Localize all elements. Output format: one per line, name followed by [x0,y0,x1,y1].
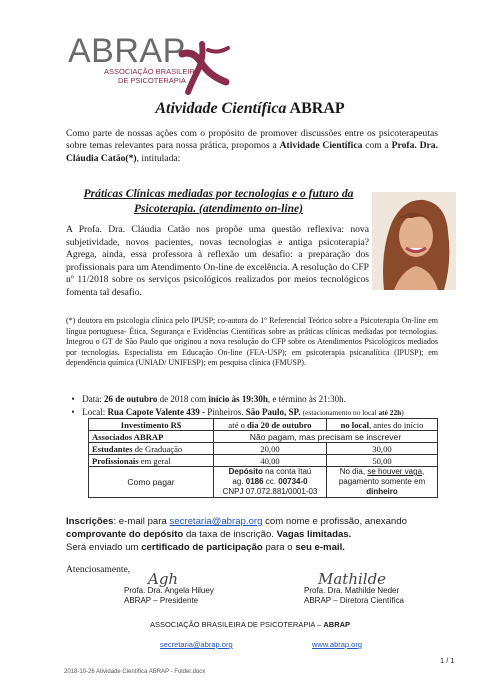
table-row [89,467,438,498]
deposit-line-1 [217,467,323,477]
logo-subtitle-line-1: ASSOCIAÇÃO BRASILEIRA [104,67,200,76]
closing: Atenciosamente, [66,564,131,575]
registration-text-1: : e-mail para [113,516,167,527]
registration-info [66,515,438,554]
registration-text-2: com nome e profissão, anexando [265,516,407,527]
heading-plain: ABRAP [289,100,345,117]
intro-text-e: , intitulada: [136,152,181,164]
pricing-table [88,418,438,498]
signature-2 [304,586,404,605]
table-row [89,455,438,467]
footer-org-a: ASSOCIAÇÃO BRASILEIRA DE PSICOTERAPIA – [149,620,322,629]
signature-2-name: Profa. Dra. Mathilde Neder [304,586,400,595]
registration-line-2 [66,528,438,541]
speaker-portrait-image [372,192,456,290]
date-start: início às 19:30h [208,394,268,404]
speaker-footnote: (*) doutora em psicologia clínica pelo IPUSP; co-autora do 1º Referencial Teórico sobre a Psicoterapia On-line em língua portuguesa- Ética, Segurança e Evidências Científicas sobre as práticas clínicas mediadas por tecnologias. Integrou o GT de São Paulo que originou a nova resolução do CFP sobre os Atendimentos Psicológicos mediados por tecnologias. Especialista em Educação On-line (FEA-USP); em psicoterapia psicanalítica (IPUSP); em dependência química (UNIAD/ UNIFESP); em pesquisa clínica (FMUSP). [66,316,438,367]
intro-text-d: Profa. Dra. Cláudia Catão(*) [66,140,438,164]
deposit-line-2 [217,477,323,487]
file-name: 2018-10-26 Atividade Científica ABRAP - Folder.docx [64,669,206,675]
row-profissionais-price-local: 50,00 [327,455,438,467]
page-number: 1 / 1 [440,656,455,665]
row-profissionais-price-early: 40,00 [214,455,327,467]
email-link[interactable]: secretaria@abrap.org [169,516,263,527]
deposit-ag: 0186 [245,477,264,486]
date-end: , e término às 21:30h. [267,394,346,404]
registration-text-5: para o [265,542,293,553]
registration-line-3 [66,541,438,554]
location-label: Local: [82,407,106,417]
onsite-d: dinheiro [366,487,398,496]
heading-italic: Atividade Científica [155,100,287,117]
payment-deposit [214,467,327,498]
footer-email-link[interactable]: secretaria@abrap.org [160,640,233,649]
registration-text-3: da taxa de inscrição. [185,529,274,540]
date-label: Data: [82,394,102,404]
intro-text-b: Atividade Científica [279,140,363,152]
row-estudantes-b: de Graduação [132,443,183,454]
header-local [327,419,438,431]
parking-note-a: (estacionamento no local [302,408,377,417]
bullet-icon: • [71,394,75,404]
signature-1 [124,586,214,605]
date-mid: de 2018 com [159,394,207,404]
header-ate-b: dia 20 de outubro [247,419,312,430]
deposit-label: Depósito [228,467,263,476]
onsite-b: se houver vaga [367,467,423,476]
footer-org [0,620,500,629]
intro-text-c: com a [365,140,389,152]
parking-note-c: ) [401,408,404,417]
intro-paragraph [66,128,438,165]
table-row [89,419,438,431]
header-local-b: , antes do início [369,419,424,430]
location-bairro: Pinheiros. [207,407,244,417]
location-city: São Paulo, SP. [245,407,301,417]
row-profissionais [89,455,214,467]
row-associados-value: Não pagam, mas precisam se inscrever [214,431,438,443]
registration-label: Inscrições [66,516,114,527]
signature-2-image: Mathilde [318,570,387,588]
signature-2-role: ABRAP – Diretora Científica [304,595,404,605]
signature-1-role: ABRAP – Presidente [124,595,199,605]
header-ate-a: até o [228,419,245,430]
deposit-ag-label: ag. [232,477,244,486]
signature-1-name: Profa. Dra. Angela Hiluey [124,586,214,595]
registration-comprovante: comprovante do depósito [66,529,184,540]
header-investimento: Investimento R$ [89,419,214,431]
page-heading [0,100,500,118]
header-local-a: no local [340,419,369,430]
row-estudantes [89,443,214,455]
event-details [66,393,446,419]
row-estudantes-a: Estudantes [92,443,133,454]
row-como-pagar: Como pagar [89,467,214,498]
table-row [89,431,438,443]
onsite-a: No dia, [339,467,368,476]
deposit-cc-label: cc. [265,477,277,486]
signature-1-image: Agh [148,570,179,588]
date-line [66,393,446,406]
logo-subtitle-line-2: DE PSICOTERAPIA [117,75,186,85]
row-profissionais-b: em geral [138,455,171,466]
location-address: Rua Capote Valente 439 - [107,407,206,417]
parking-note-b: até 22h [378,408,402,417]
logo-subtitle [104,68,200,85]
header-ate [214,419,327,431]
parking-note [303,408,404,417]
logo-text: ABRAP [68,32,186,70]
registration-line-1 [66,515,438,528]
speaker-photo [372,192,456,290]
row-estudantes-price-early: 20,00 [214,443,327,455]
footer-site-link[interactable]: www.abrap.org [312,640,363,649]
table-row [89,443,438,455]
talk-title: Práticas Clínicas mediadas por tecnologias e o futuro da Psicoterapia. (atendimento on-line) [83,187,354,215]
body-paragraph: A Profa. Dra. Cláudia Catão nos propõe uma questão reflexiva: nova subjetividade, novos pacientes, novas tecnologias e antiga psicoterapia? Agrega, ainda, essa professora à reflexão um desafio: a preparação dos profissionais para um Atendimento On-line de excelência. A resolução do CFP nº 11/2018 sobre os serviços psicológicos realizados por meios tecnológicos fomenta tal desafio. [66,224,369,298]
footer-org-b: ABRAP [323,620,351,629]
registration-text-4: Será enviado um [66,542,139,553]
row-estudantes-price-local: 30,00 [327,443,438,455]
deposit-cnpj: CNPJ 07.072.881/0001-03 [222,487,318,496]
deposit-bank: na conta Itaú [262,467,312,476]
registration-certificate: certificado de participação [141,542,263,553]
bullet-icon: • [71,407,75,417]
intro-text-a: Como parte de nossas ações com o propósito de promover discussões entre os psicoterapeutas sobre temas relevantes para nossa prática, propomos a [66,128,438,152]
onsite-c: , pagamento somente em [338,467,426,486]
row-associados: Associados ABRAP [89,431,214,443]
registration-vagas: Vagas limitadas. [276,529,352,540]
row-profissionais-a: Profissionais [92,455,139,466]
deposit-cc: 00734-0 [278,477,308,486]
registration-text-6: seu e-mail. [295,542,345,553]
date-value: 26 de outubro [104,394,158,404]
payment-onsite [327,467,438,498]
